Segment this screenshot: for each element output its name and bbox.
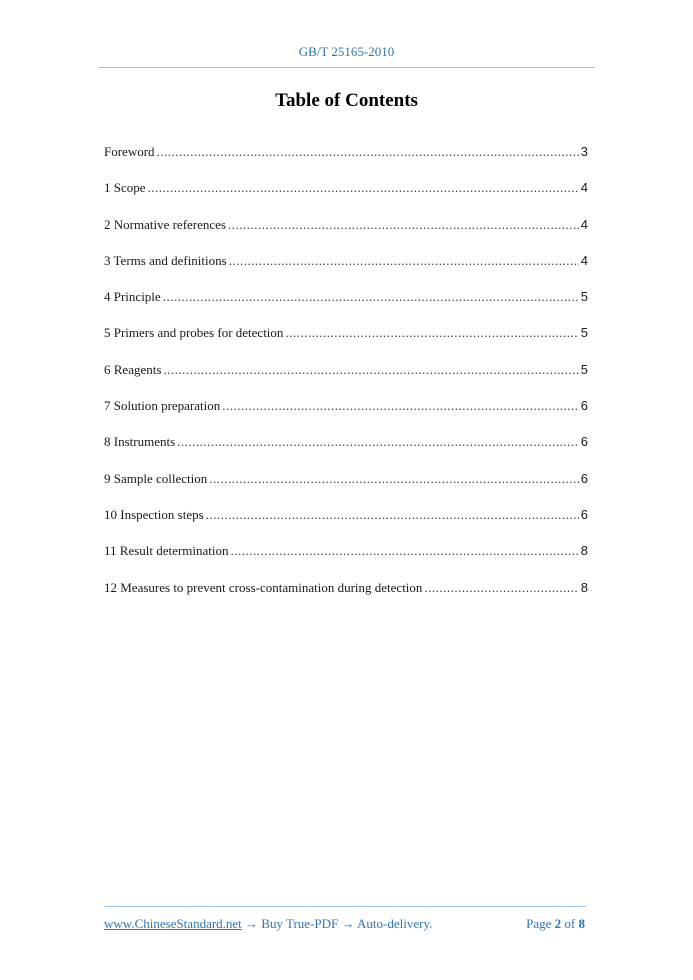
- toc-entry-page: 4: [580, 180, 588, 196]
- toc-entry[interactable]: [104, 543, 588, 579]
- toc-entry-page: 6: [580, 506, 588, 522]
- toc-entry-page: 6: [580, 398, 588, 414]
- toc-entry-page: 4: [580, 216, 588, 232]
- toc-entry-title: 9 Sample collection: [104, 470, 208, 486]
- dot-leader: [230, 543, 578, 559]
- toc-entry-page: 4: [580, 252, 588, 268]
- toc-entry[interactable]: [104, 253, 588, 289]
- auto-delivery-text: Auto-delivery.: [357, 916, 433, 931]
- toc-entry-title: 5 Primers and probes for detection: [104, 325, 284, 341]
- toc-entry-page: 5: [580, 361, 588, 377]
- footer-divider: [104, 906, 586, 907]
- buy-true-pdf-link[interactable]: Buy True-PDF: [261, 916, 339, 931]
- toc-entry[interactable]: [104, 144, 588, 180]
- toc-entry-title: 1 Scope: [104, 180, 146, 196]
- toc-entry-page: 3: [580, 144, 588, 159]
- page-of-label: of: [564, 916, 576, 931]
- toc-entry-title: Foreword: [104, 144, 155, 159]
- page-indicator: [526, 916, 585, 932]
- toc-entry[interactable]: [104, 580, 588, 616]
- toc-entry[interactable]: [104, 507, 588, 543]
- dot-leader: [285, 325, 578, 341]
- toc-entry-title: 4 Principle: [104, 289, 161, 305]
- footer-promo: [104, 916, 432, 932]
- toc-entry[interactable]: [104, 471, 588, 507]
- toc-entry[interactable]: [104, 217, 588, 253]
- toc-entry-title: 10 Inspection steps: [104, 506, 204, 522]
- document-header: GB/T 25165-2010: [298, 44, 395, 59]
- arrow-right-icon: →: [341, 916, 355, 931]
- page-label: Page: [526, 916, 552, 931]
- toc-entry-page: 8: [580, 579, 588, 595]
- toc-entry-title: 11 Result determination: [104, 543, 229, 559]
- toc-entry-title: 7 Solution preparation: [104, 398, 221, 414]
- toc-entry-page: 8: [580, 543, 588, 559]
- site-link[interactable]: www.ChineseStandard.net: [104, 916, 242, 931]
- toc-entry-page: 6: [580, 470, 588, 486]
- toc-entry-title: 3 Terms and definitions: [104, 252, 227, 268]
- toc-entry-page: 5: [580, 325, 588, 341]
- dot-leader: [177, 434, 579, 450]
- toc-entry[interactable]: [104, 180, 588, 216]
- dot-leader: [228, 217, 579, 233]
- toc-entry[interactable]: [104, 434, 588, 470]
- toc-entry[interactable]: [104, 362, 588, 398]
- arrow-right-icon: →: [245, 916, 259, 931]
- toc-entry-title: 12 Measures to prevent cross-contamination during detection: [104, 579, 423, 595]
- dot-leader: [163, 362, 578, 378]
- toc-entry[interactable]: [104, 325, 588, 361]
- toc-entry-title: 8 Instruments: [104, 434, 176, 450]
- dot-leader: [206, 507, 579, 523]
- dot-leader: [163, 289, 579, 305]
- total-pages-number: 8: [578, 916, 585, 931]
- dot-leader: [222, 398, 579, 414]
- toc-entry-title: 2 Normative references: [104, 216, 226, 232]
- toc-entry-title: 6 Reagents: [104, 361, 162, 377]
- toc-entry[interactable]: [104, 289, 588, 325]
- toc-entry-page: 6: [580, 434, 588, 450]
- table-of-contents: [104, 144, 588, 616]
- page-title: Table of Contents: [275, 90, 418, 111]
- current-page-number: 2: [554, 916, 562, 931]
- toc-entry-page: 5: [580, 289, 588, 305]
- header-divider: [98, 67, 595, 68]
- toc-entry[interactable]: [104, 398, 588, 434]
- dot-leader: [229, 253, 579, 269]
- dot-leader: [209, 471, 579, 487]
- dot-leader: [424, 580, 578, 596]
- dot-leader: [157, 144, 579, 160]
- dot-leader: [148, 180, 579, 196]
